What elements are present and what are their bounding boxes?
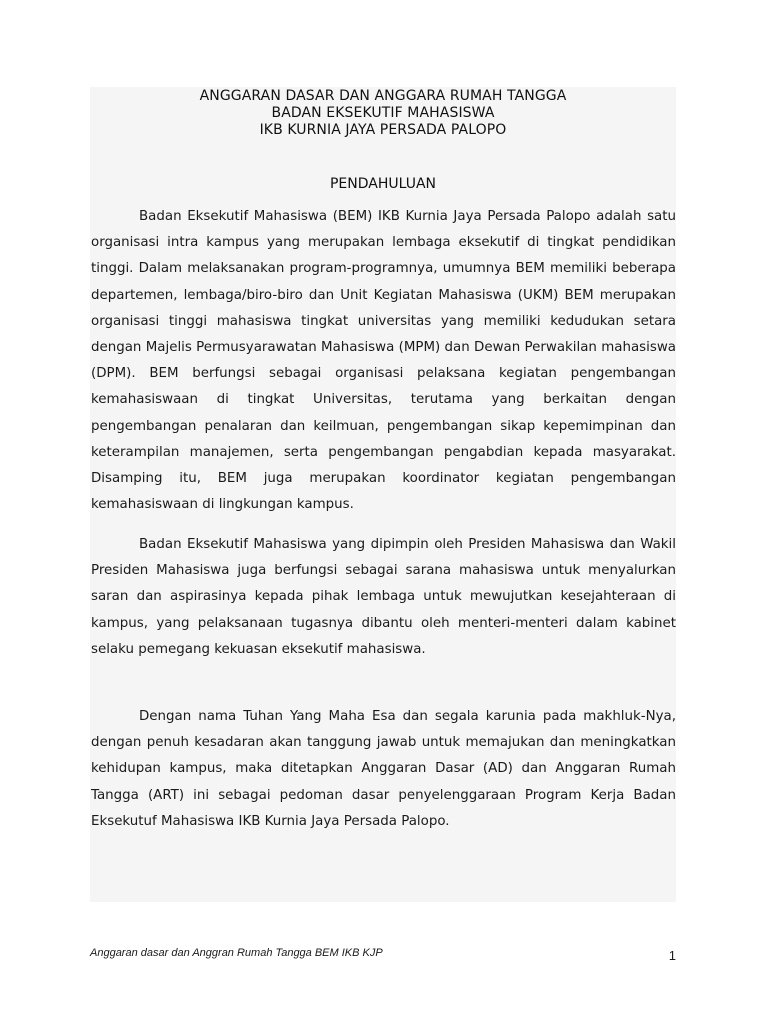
- document-title: ANGGARAN DASAR DAN ANGGARA RUMAH TANGGA: [199, 88, 567, 104]
- document-subtitle: BADAN EKSEKUTIF MAHASISWA: [271, 105, 495, 121]
- paragraph-3: Dengan nama Tuhan Yang Maha Esa dan segala karunia pada makhluk-Nya, dengan penuh kesadaran akan tanggung jawab untuk memajukan dan meningkatkan kehidupan kampus, maka ditetapkan Anggaran Dasar (AD) dan Anggaran Rumah Tangga (ART) ini sebagai pedoman dasar penyelenggaraan Program Kerja Badan Eksekutuf Mahasiswa IKB Kurnia Jaya Persada Palopo.: [91, 709, 676, 829]
- footer-text: Anggaran dasar dan Anggran Rumah Tangga BEM IKB KJP: [90, 947, 383, 959]
- section-title: PENDAHULUAN: [329, 176, 437, 192]
- institution-name: IKB KURNIA JAYA PERSADA PALOPO: [259, 122, 507, 138]
- paragraph-1: Badan Eksekutif Mahasiswa (BEM) IKB Kurnia Jaya Persada Palopo adalah satu organisasi intra kampus yang merupakan lembaga eksekutif di tingkat pendidikan tinggi. Dalam melaksanakan program-programnya, umumnya BEM memiliki beberapa departemen, lembaga/biro-biro dan Unit Kegiatan Mahasiswa (UKM) BEM merupakan organisasi tinggi mahasiswa tingkat universitas yang memiliki kedudukan setara dengan Majelis Permusyarawatan Mahasiswa (MPM) dan Dewan Perwakilan mahasiswa (DPM). BEM berfungsi sebagai organisasi pelaksana kegiatan pengembangan kemahasiswaan di tingkat Universitas, terutama yang berkaitan dengan pengembangan penalaran dan keilmuan, pengembangan sikap kepemimpinan dan keterampilan manajemen, serta pengembangan pengabdian kepada masyarakat. Disamping itu, BEM juga merupakan koordinator kegiatan pengembangan kemahasiswaan di lingkungan kampus.: [91, 209, 676, 513]
- paragraph-2: Badan Eksekutif Mahasiswa yang dipimpin oleh Presiden Mahasiswa dan Wakil Presiden Mahasiswa juga berfungsi sebagai sarana mahasiswa untuk menyalurkan saran dan aspirasinya kepada pihak lembaga untuk mewujutkan kesejahteraan di kampus, yang pelaksanaan tugasnya dibantu oleh menteri-menteri dalam kabinet selaku pemegang kekuasan eksekutif mahasiswa.: [91, 537, 676, 657]
- page-number: 1: [668, 948, 676, 963]
